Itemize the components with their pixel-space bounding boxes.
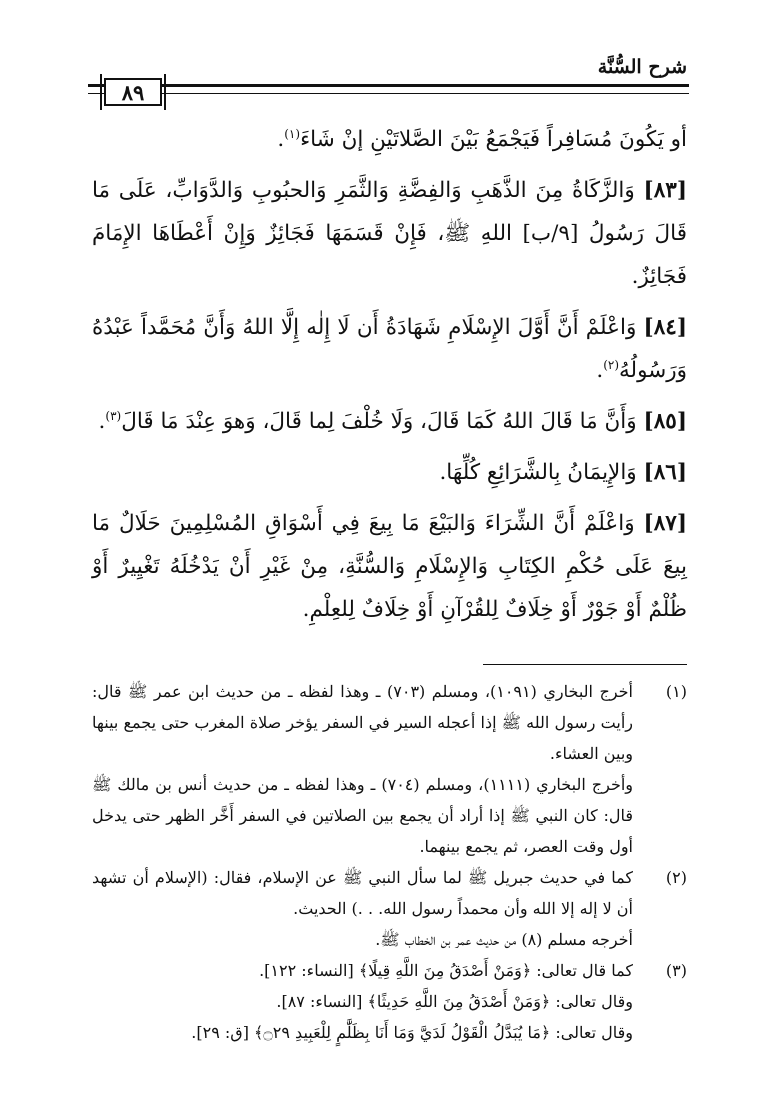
paragraph-text: وَالإِيمَانُ بِالشَّرَائِعِ كُلِّهَا. bbox=[439, 460, 637, 485]
paragraph-87 bbox=[92, 502, 687, 631]
footnote-separator bbox=[483, 664, 687, 665]
paragraph-number: [٨٥] bbox=[643, 409, 687, 434]
paragraph-text: وَاعْلَمْ أَنَّ الشِّرَاءَ وَالبَيْعَ مَا بِيعَ فِي أَسْوَاقِ المُسْلِمِينَ حَلَالٌ مَا بِيعَ عَلَى حُكْمِ الكِتَابِ وَالإِسْلَامِ وَالسُّنَّةِ، مِنْ غَيْرِ أَنْ يَدْخُلَهُ تَغْيِيرٌ أَوْ ظُلْمٌ أَوْ جَوْرٌ أَوْ خِلَافٌ لِلقُرْآنِ أَوْ خِلَافٌ لِلعِلْمِ. bbox=[92, 511, 687, 622]
paragraph-number: [٨٤] bbox=[643, 315, 688, 340]
paragraph-end: . bbox=[596, 358, 604, 383]
footnote-line: أخرج البخاري (١٠٩١)، ومسلم (٧٠٣) ـ وهذا لفظه ـ من حديث ابن عمر ﷺ قال: رأيت رسول الله ﷺ إذا أعجله السير في السفر يؤخر صلاة المغرب حتى يجمع بينها وبين العشاء. bbox=[92, 682, 633, 763]
footnote-number: (٢) bbox=[665, 868, 687, 887]
paragraph-text: أو يَكُونَ مُسَافِراً فَيَجْمَعُ بَيْنَ الصَّلاتَيْنِ إنْ شَاءَ bbox=[300, 127, 687, 152]
footnote-body bbox=[92, 955, 633, 1048]
paragraph-number: [٨٧] bbox=[643, 511, 687, 536]
running-header-title: شرح السُّنَّة bbox=[597, 56, 687, 78]
footnote-ref: (٢) bbox=[603, 357, 620, 372]
footnote-line: وقال تعالى: ﴿وَمَنْ أَصْدَقُ مِنَ اللَّهِ حَدِيثًا﴾ [النساء: ٨٧]. bbox=[276, 992, 633, 1011]
page-number: ٨٩ bbox=[104, 78, 162, 106]
paragraph-end: . bbox=[277, 127, 285, 152]
footnote-line: أخرجه مسلم (٨) من حديث عمر بن الخطاب ﷺ. bbox=[375, 930, 633, 949]
paragraph-83 bbox=[92, 169, 687, 298]
paragraph-continuation bbox=[92, 118, 687, 161]
footnote-number: (٣) bbox=[665, 961, 687, 980]
footnote-line: كما في حديث جبريل ﷺ لما سأل النبي ﷺ عن الإسلام، فقال: (الإسلام أن تشهد أن لا إله إلا الله وأن محمداً رسول الله. . .) الحديث. bbox=[92, 868, 633, 918]
footnote-3 bbox=[92, 955, 687, 1048]
footnote-body bbox=[92, 862, 633, 955]
footnote-number: (١) bbox=[665, 682, 687, 701]
paragraph-86 bbox=[92, 451, 687, 494]
footnote-line: وقال تعالى: ﴿مَا يُبَدَّلُ الْقَوْلُ لَدَيَّ وَمَا أَنَا بِظَلَّٰمٍ لِلْعَبِيدِ ۝٢٩﴾ [ق: ٢٩]. bbox=[191, 1023, 633, 1042]
footnote-line: وأخرج البخاري (١١١١)، ومسلم (٧٠٤) ـ وهذا لفظه ـ من حديث أنس بن مالك ﷺ قال: كان النبي ﷺ إذا أراد أن يجمع بين الصلاتين في السفر أَخَّر الظهر حتى يدخل أول وقت العصر، ثم يجمع بينهما. bbox=[92, 775, 634, 856]
footnote-2 bbox=[92, 862, 687, 955]
paragraph-end: . bbox=[98, 409, 106, 434]
footnote-ref: (١) bbox=[284, 126, 301, 141]
footnote-1 bbox=[92, 676, 687, 862]
paragraph-text: وَأَنَّ مَا قَالَ اللهُ كَمَا قَالَ، وَلَا خُلْفَ لِما قَالَ، وَهوَ عِنْدَ مَا قَالَ bbox=[121, 409, 637, 434]
paragraph-84 bbox=[92, 306, 687, 392]
footnote-line: كما قال تعالى: ﴿وَمَنْ أَصْدَقُ مِنَ اللَّهِ قِيلًا﴾ [النساء: ١٢٢]. bbox=[259, 961, 633, 980]
footnote-body bbox=[92, 676, 633, 862]
paragraph-number: [٨٣] bbox=[643, 178, 688, 203]
footnote-ref: (٣) bbox=[105, 408, 122, 423]
main-text bbox=[92, 118, 687, 639]
paragraph-text: وَالزَّكَاةُ مِنَ الذَّهَبِ وَالفِضَّةِ وَالثَّمَرِ وَالحبُوبِ وَالدَّوَابِّ، عَلَى مَا قَالَ رَسُولُ [٩/ب] اللهِ ﷺ، فَإِنْ قَسَمَهَا فَجَائِزٌ وَإِنْ أَعْطَاهَا الإِمَامَ فَجَائِزٌ. bbox=[92, 178, 687, 289]
paragraph-number: [٨٦] bbox=[643, 460, 687, 485]
header-rule bbox=[88, 84, 689, 94]
paragraph-text: وَاعْلَمْ أَنَّ أَوَّلَ الإِسْلَامِ شَهَادَةُ أَن لَا إِلٰه إِلَّا اللهُ وَأَنَّ مُحَمَّداً عَبْدُهُ وَرَسُولُهُ bbox=[92, 315, 687, 383]
footnotes bbox=[92, 676, 687, 1048]
paragraph-85 bbox=[92, 400, 687, 443]
